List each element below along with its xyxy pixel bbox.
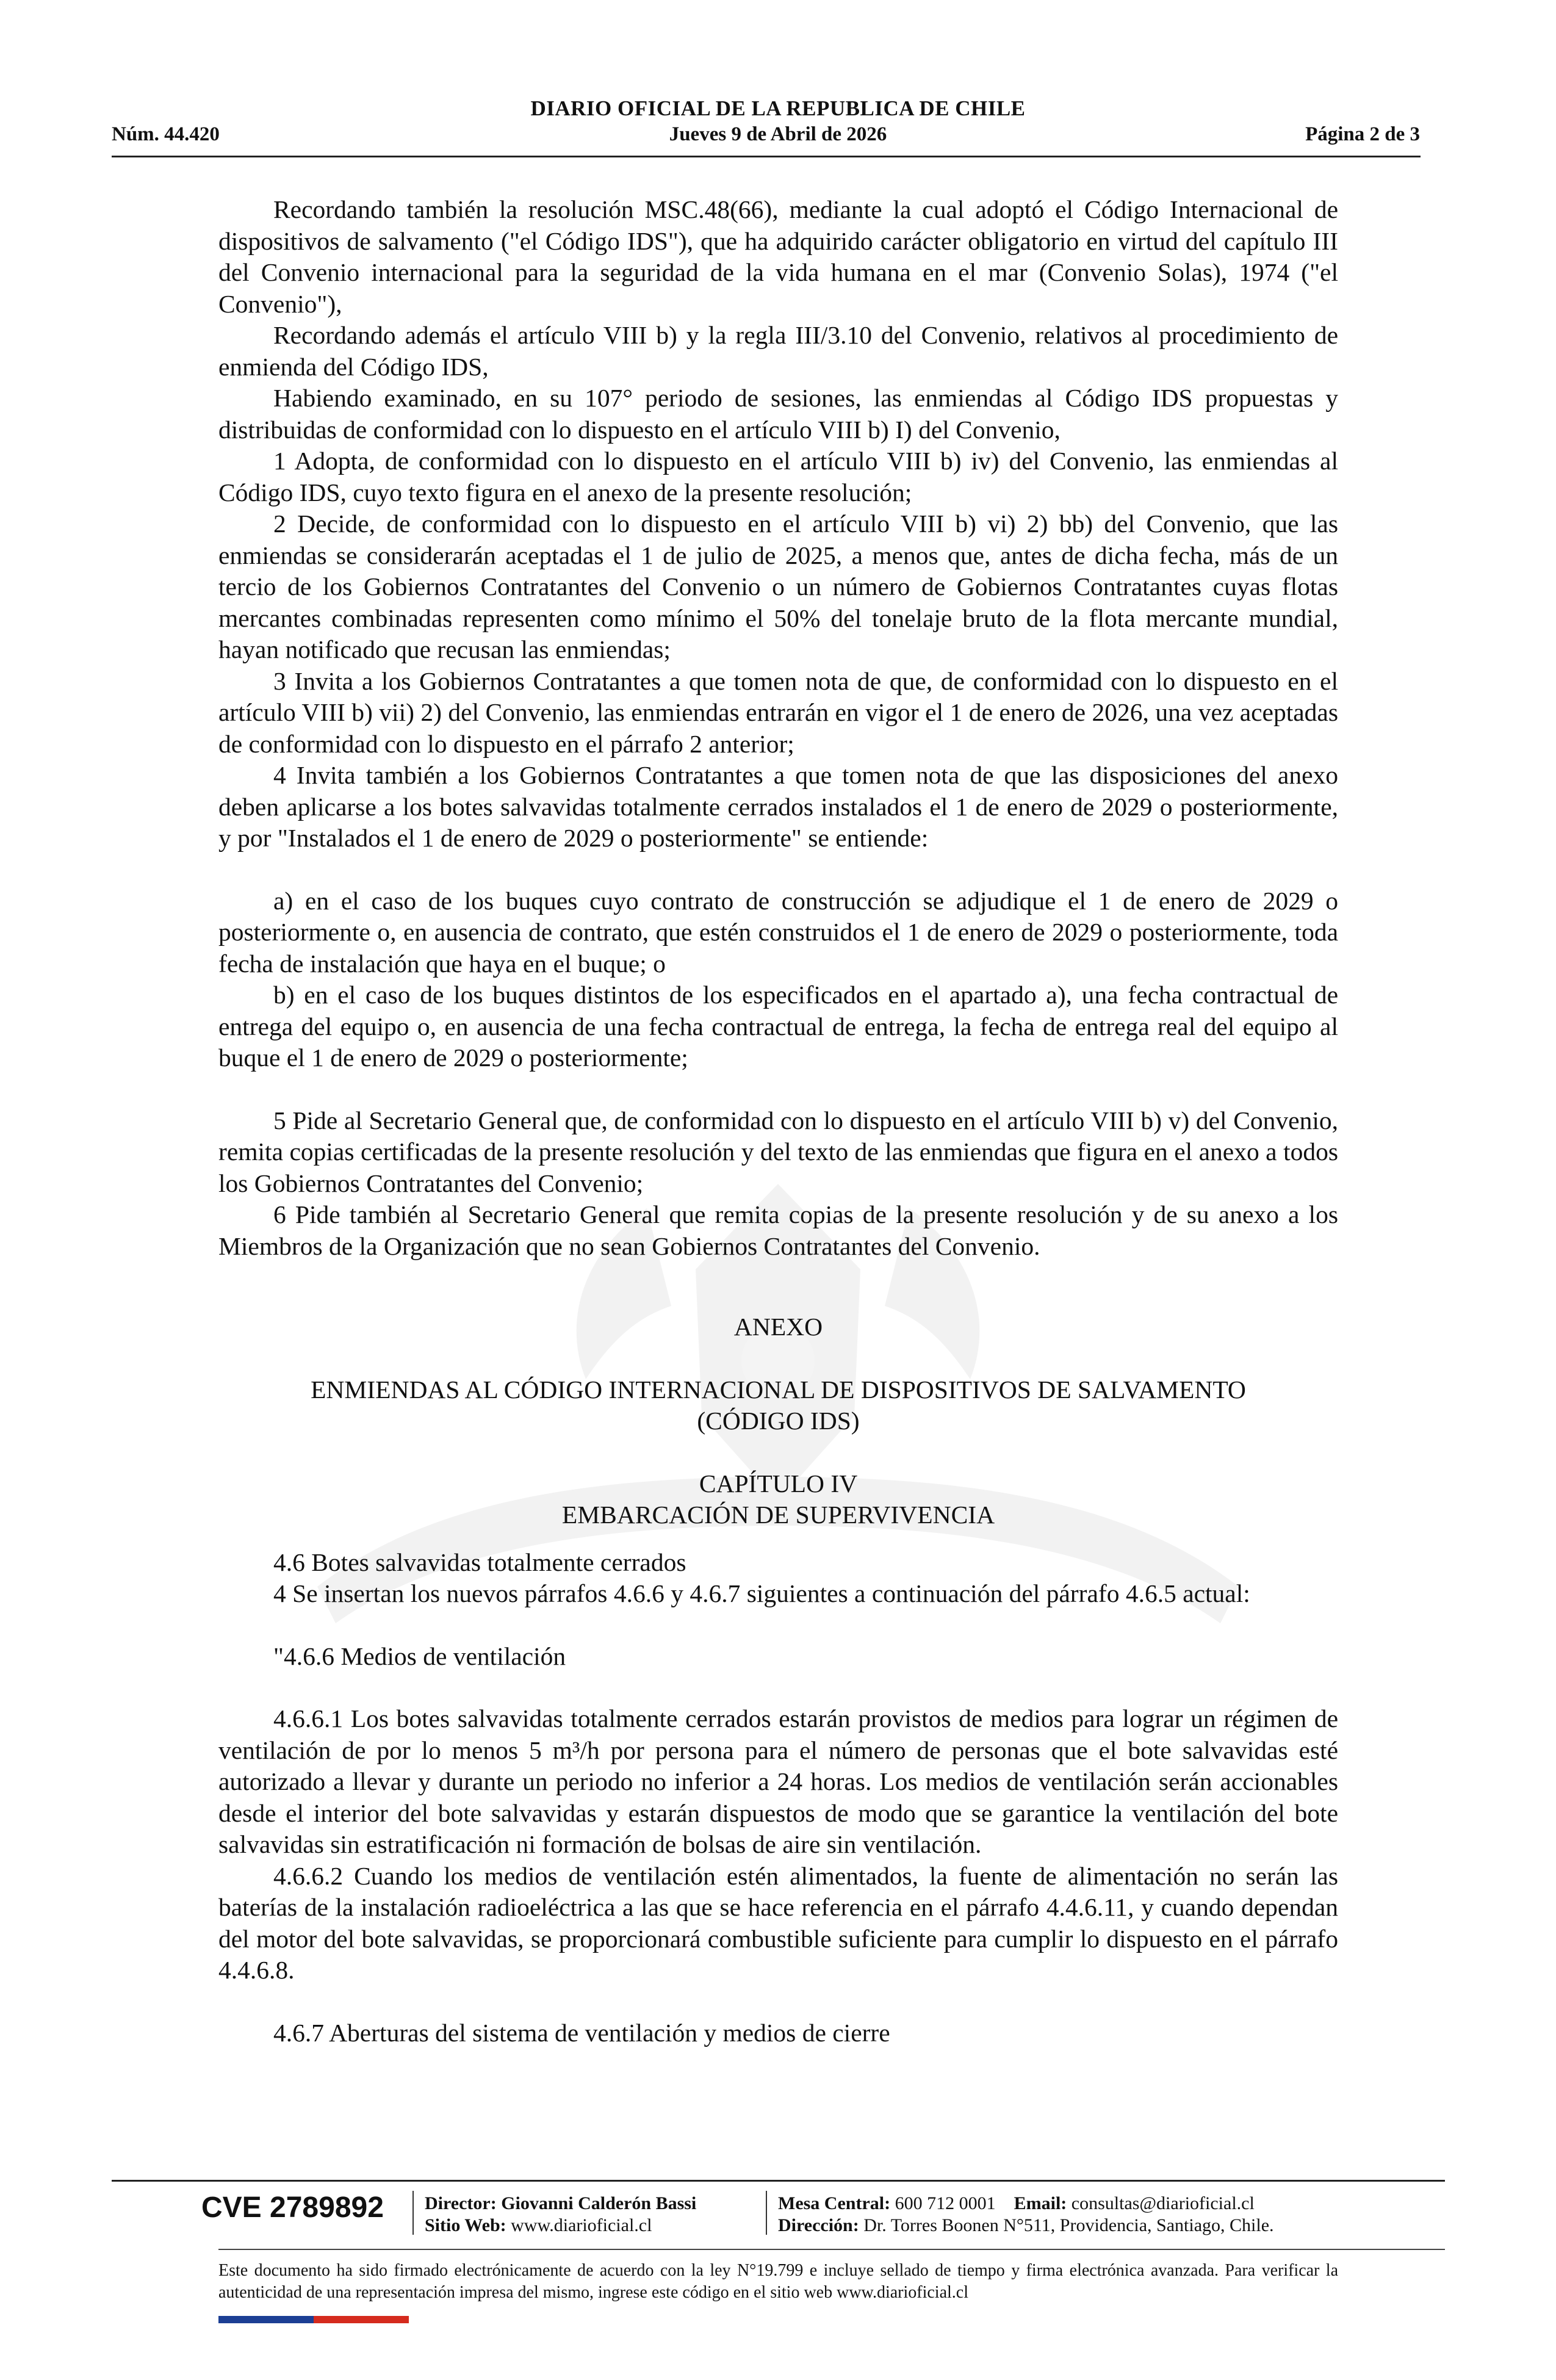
footer-director-block xyxy=(425,2193,696,2237)
director-label: Director: xyxy=(425,2193,497,2213)
footer-divider xyxy=(112,2180,1445,2182)
email-link[interactable]: consultas@diarioficial.cl xyxy=(1071,2193,1255,2213)
newspaper-title: DIARIO OFICIAL DE LA REPUBLICA DE CHILE xyxy=(530,96,1026,120)
issue-number: Núm. 44.420 xyxy=(112,123,220,145)
paragraph-recordando-ademas: Recordando además el artículo VIII b) y la regla III/3.10 del Convenio, relativos al procedimiento de enmienda del Código IDS, xyxy=(218,321,1338,381)
issue-date: Jueves 9 de Abril de 2026 xyxy=(669,123,887,145)
chapter-title: EMBARCACIÓN DE SUPERVIVENCIA xyxy=(561,1501,995,1529)
signature-note: Este documento ha sido firmado electrónicamente de acuerdo con la ley N°19.799 e incluye sellado de tiempo y firma electrónica avanzada. Para verificar la autenticidad de una representación impresa del mismo, ingrese este código en el sitio web www.diarioficial.cl xyxy=(218,2261,1338,2302)
address-label: Dirección: xyxy=(778,2215,859,2235)
footer-divider-2 xyxy=(218,2249,1445,2250)
subsection-heading-4-6-6: "4.6.6 Medios de ventilación xyxy=(273,1642,566,1670)
item-b: b) en el caso de los buques distintos de los especificados en el apartado a), una fecha contractual de entrega del equipo o, en ausencia de una fecha contractual de entrega, la fecha de entrega real del equipo al buque el 1 de enero de 2029 o posteriormente; xyxy=(218,981,1338,1072)
subsection-heading-4-6-7: 4.6.7 Aberturas del sistema de ventilación y medios de cierre xyxy=(273,2018,890,2047)
web-label: Sitio Web: xyxy=(425,2215,506,2235)
chapter-number: CAPÍTULO IV xyxy=(699,1469,858,1498)
paragraph-2-decide: 2 Decide, de conformidad con lo dispuesto en el artículo VIII b) vi) 2) bb) del Convenio, que las enmiendas se considerarán aceptadas el 1 de julio de 2025, a menos que, antes de dicha fecha, más de un tercio de los Gobiernos Contratantes del Convenio o un número de Gobiernos Contratantes cuyas flotas mercantes combinadas representen como mínimo el 50% del tonelaje bruto de la flota mercante mundial, hayan notificado que recusan las enmiendas; xyxy=(218,510,1338,663)
item-a: a) en el caso de los buques cuyo contrato de construcción se adjudique el 1 de enero de 2029 o posteriormente o, en ausencia de contrato, que estén construidos el 1 de enero de 2029 o posteriormente, toda fecha de instalación que haya en el buque; o xyxy=(218,886,1338,978)
web-link[interactable]: www.diarioficial.cl xyxy=(511,2215,652,2235)
annex-title-line1: ENMIENDAS AL CÓDIGO INTERNACIONAL DE DISPOSITIVOS DE SALVAMENTO xyxy=(311,1375,1246,1404)
flag-blue-segment xyxy=(218,2316,314,2323)
paragraph-habiendo: Habiendo examinado, en su 107° periodo de sesiones, las enmiendas al Código IDS propuestas y distribuidas de conformidad con lo dispuesto en el artículo VIII b) I) del Convenio, xyxy=(218,384,1338,444)
mesa-phone: 600 712 0001 xyxy=(895,2193,996,2213)
email-label: Email: xyxy=(1014,2193,1067,2213)
footer-separator xyxy=(412,2191,414,2235)
page-number: Página 2 de 3 xyxy=(1305,123,1420,145)
footer-separator xyxy=(766,2191,767,2235)
insert-note: 4 Se insertan los nuevos párrafos 4.6.6 y 4.6.7 siguientes a continuación del párrafo 4.6.5 actual: xyxy=(273,1579,1250,1607)
annex-label: ANEXO xyxy=(733,1313,823,1341)
flag-red-segment xyxy=(314,2316,409,2323)
cve-code: CVE 2789892 xyxy=(201,2191,384,2224)
section-heading: 4.6 Botes salvavidas totalmente cerrados xyxy=(273,1548,686,1576)
header-divider xyxy=(112,156,1421,157)
paragraph-1-adopta: 1 Adopta, de conformidad con lo dispuesto en el artículo VIII b) iv) del Convenio, las enmiendas al Código IDS, cuyo texto figura en el anexo de la presente resolución; xyxy=(218,447,1338,507)
flag-stripe xyxy=(218,2316,409,2323)
footer-contact-block xyxy=(778,2193,1274,2237)
paragraph-4-6-6-1: 4.6.6.1 Los botes salvavidas totalmente cerrados estarán provistos de medios para lograr un régimen de ventilación de por lo menos 5 m³/h por persona para el número de personas que el bote salvavidas esté autorizado a llevar y durante un periodo no inferior a 24 horas. Los medios de ventilación serán accionables desde el interior del bote salvavidas y estarán dispuestos de modo que se garantice la ventilación del bote salvavidas sin estratificación ni formación de bolsas de aire sin ventilación. xyxy=(218,1704,1338,1858)
paragraph-5-pide: 5 Pide al Secretario General que, de conformidad con lo dispuesto en el artículo VIII b) v) del Convenio, remita copias certificadas de la presente resolución y del texto de las enmiendas que figura en el anexo a todos los Gobiernos Contratantes del Convenio; xyxy=(218,1106,1338,1197)
paragraph-4-invita: 4 Invita también a los Gobiernos Contratantes a que tomen nota de que las disposiciones del anexo deben aplicarse a los botes salvavidas totalmente cerrados instalados el 1 de enero de 2029 o posteriormente, y por "Instalados el 1 de enero de 2029 o posteriormente" se entiende: xyxy=(218,761,1338,852)
document-body xyxy=(218,194,1338,2049)
mesa-label: Mesa Central: xyxy=(778,2193,891,2213)
annex-title-line2: (CÓDIGO IDS) xyxy=(697,1407,860,1435)
address-text: Dr. Torres Boonen N°511, Providencia, Santiago, Chile. xyxy=(863,2215,1274,2235)
paragraph-recordando: Recordando también la resolución MSC.48(66), mediante la cual adoptó el Código Internacional de dispositivos de salvamento ("el Código IDS"), que ha adquirido carácter obligatorio en virtud del capítulo III del Convenio internacional para la seguridad de la vida humana en el mar (Convenio Solas), 1974 ("el Convenio"), xyxy=(218,195,1338,318)
director-name: Giovanni Calderón Bassi xyxy=(501,2193,697,2213)
paragraph-6-pide: 6 Pide también al Secretario General que remita copias de la presente resolución y de su anexo a los Miembros de la Organización que no sean Gobiernos Contratantes del Convenio. xyxy=(218,1200,1338,1260)
paragraph-4-6-6-2: 4.6.6.2 Cuando los medios de ventilación estén alimentados, la fuente de alimentación no serán las baterías de la instalación radioeléctrica a las que se hace referencia en el párrafo 4.4.6.11, y cuando dependan del motor del bote salvavidas, se proporcionará combustible suficiente para cumplir lo dispuesto en el párrafo 4.4.6.8. xyxy=(218,1861,1338,1984)
paragraph-3-invita: 3 Invita a los Gobiernos Contratantes a que tomen nota de que, de conformidad con lo dispuesto en el artículo VIII b) vii) 2) del Convenio, las enmiendas entrarán en vigor el 1 de enero de 2026, una vez aceptadas de conformidad con lo dispuesto en el párrafo 2 anterior; xyxy=(218,666,1338,758)
